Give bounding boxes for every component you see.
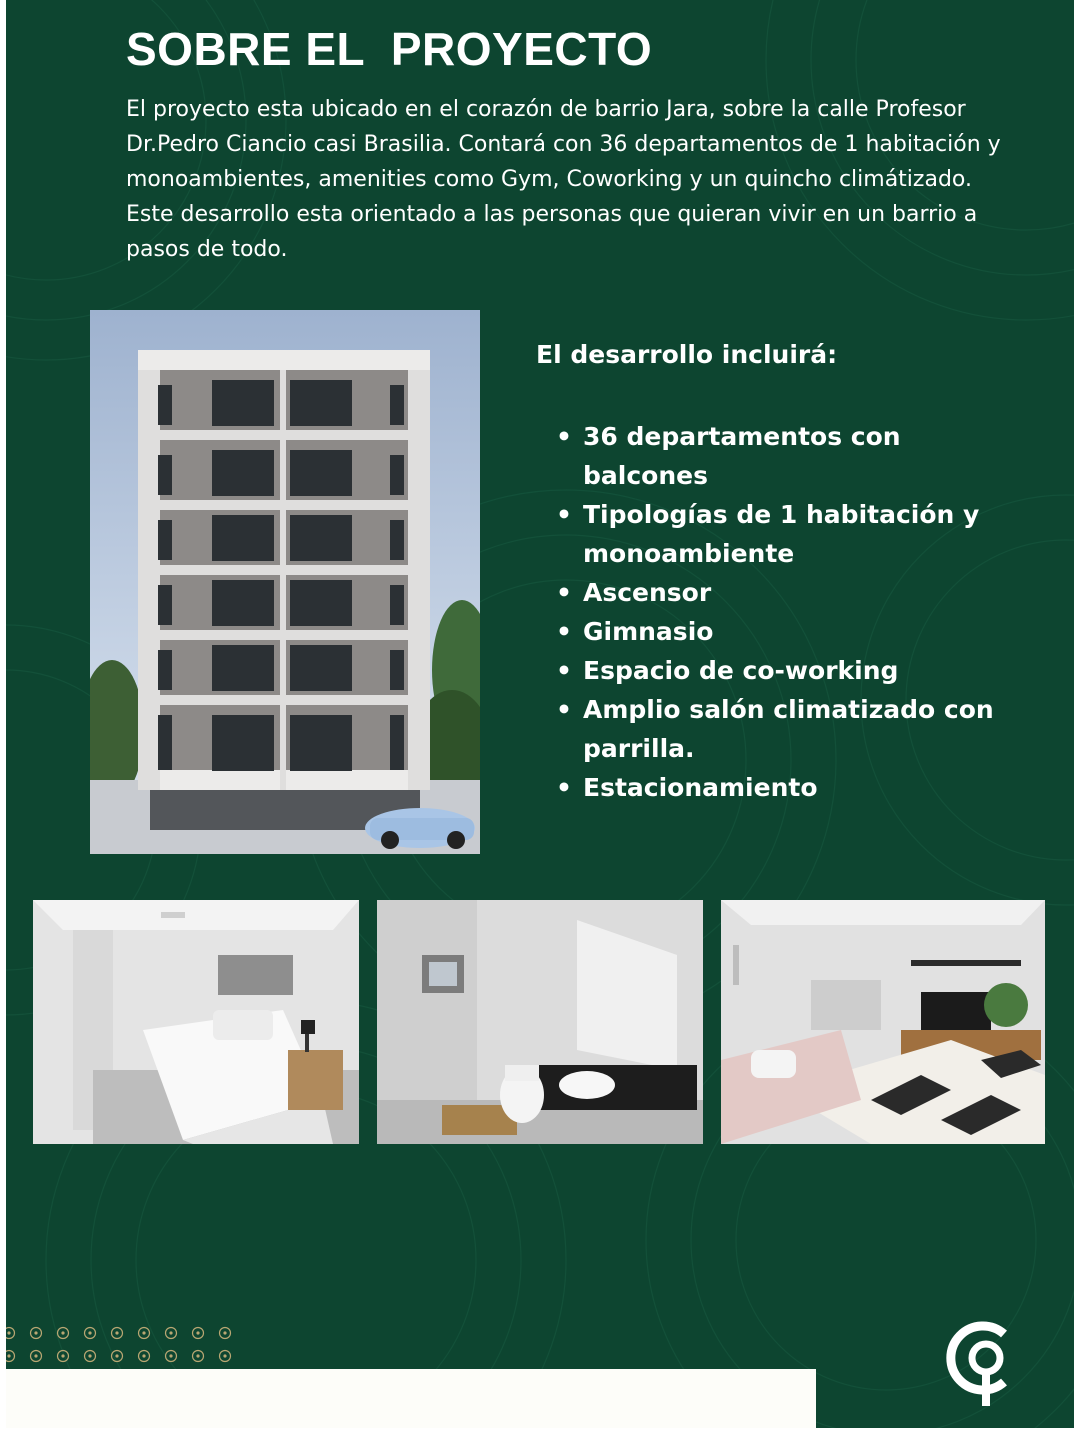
- decorative-dot-center: [142, 1354, 145, 1357]
- feature-item: • Espacio de co-working: [556, 651, 1016, 690]
- decorative-dot-center: [7, 1331, 10, 1334]
- decorative-dot-center: [115, 1331, 118, 1334]
- features-heading: El desarrollo incluirá:: [536, 340, 838, 369]
- brand-logo-icon: [942, 1316, 1020, 1408]
- feature-item: • Tipologías de 1 habitación y monoambiente: [556, 495, 1016, 573]
- decorative-dot-center: [34, 1354, 37, 1357]
- feature-item: • 36 departamentos con balcones: [556, 417, 1016, 495]
- decorative-dot-center: [223, 1331, 226, 1334]
- features-list: [556, 417, 1016, 807]
- decorative-dot-center: [223, 1354, 226, 1357]
- decorative-dot-center: [115, 1354, 118, 1357]
- decorative-dot-center: [88, 1331, 91, 1334]
- feature-item: • Amplio salón climatizado con parrilla.: [556, 690, 1016, 768]
- decorative-dot-center: [196, 1331, 199, 1334]
- decorative-dot-center: [142, 1331, 145, 1334]
- project-page: [6, 0, 1074, 1428]
- decorative-dot-center: [196, 1354, 199, 1357]
- decorative-dot-center: [34, 1331, 37, 1334]
- decorative-dot-center: [88, 1354, 91, 1357]
- footer-band: [6, 1369, 816, 1428]
- bedroom-photo: [33, 900, 359, 1144]
- decorative-dot-center: [169, 1331, 172, 1334]
- decorative-dot-center: [7, 1354, 10, 1357]
- feature-item: • Gimnasio: [556, 612, 1016, 651]
- decorative-dot-center: [61, 1354, 64, 1357]
- decorative-dot-center: [169, 1354, 172, 1357]
- decorative-dot-center: [61, 1331, 64, 1334]
- page-title: SOBRE EL PROYECTO: [126, 23, 653, 75]
- feature-item: • Estacionamiento: [556, 768, 1016, 807]
- building-exterior-photo: [90, 310, 480, 854]
- project-description: El proyecto esta ubicado en el corazón de barrio Jara, sobre la calle Profesor Dr.Pedro Ciancio casi Brasilia. Contará con 36 departamentos de 1 habitación y monoambientes, amenities como Gym, Coworking y un quincho climátizado. Este desarrollo esta orientado a las personas que quieran vivir en un barrio a pasos de todo.: [126, 97, 1001, 262]
- living-room-photo: [721, 900, 1045, 1144]
- bathroom-photo: [377, 900, 703, 1144]
- feature-item: • Ascensor: [556, 573, 1016, 612]
